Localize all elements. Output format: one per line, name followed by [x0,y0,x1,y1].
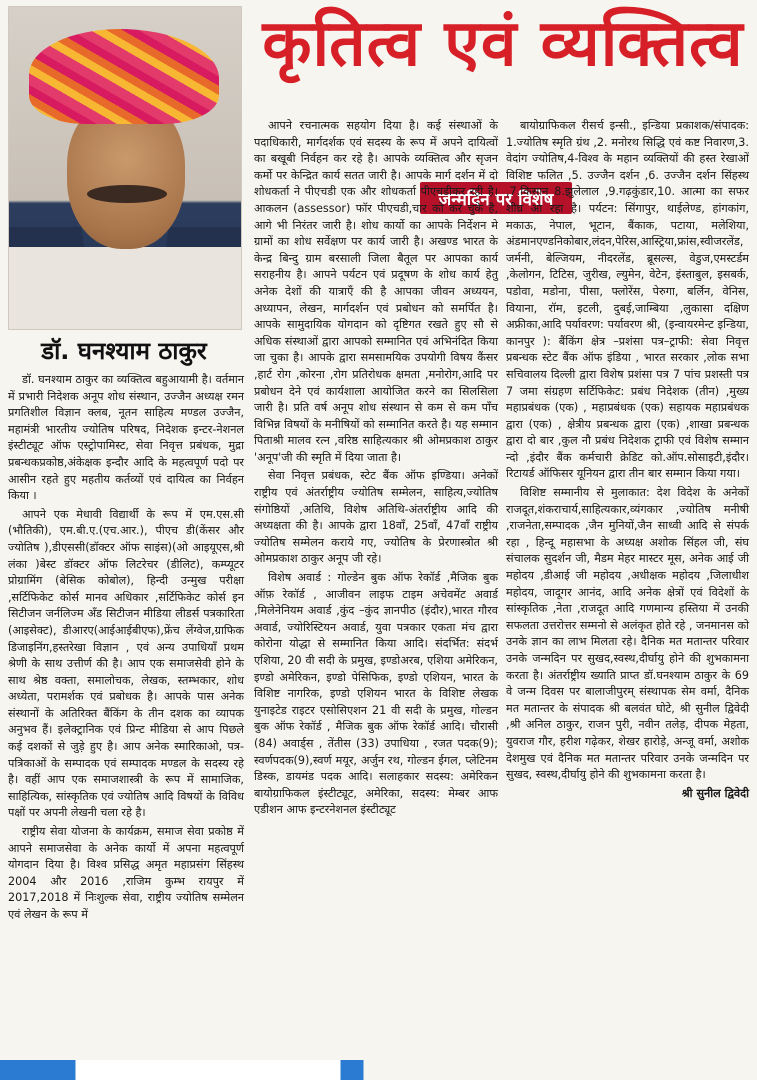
photo-caption: डॉ. घनश्याम ठाकुर [41,337,207,365]
col1-para-1: डॉ. घनश्याम ठाकुर का व्यक्तित्व बहुआयामी है। वर्तमान में प्रभारी निदेशक अनूप शोध संस्थान, उज्जैन अध्यक्ष रमन प्रगतिशील विज्ञान क्लब, नूतन साहित्य मण्डल उज्जैन, महामंत्री भारतीय ज्योतिष परिषद, निदेशक इन्टर-नेशनल इंस्टीट्यूट ऑफ एस्ट्रोपामिस्ट, सेवा निवृत्त प्रबंधक, मुद्रा प्रबन्धकप्रकोष्ठ,अंकेक्षक इन्दौर आदि के महत्वपूर्ण पदो पर आसीन रहते हुए महतीय कर्तव्यों एवं दायित्व का निर्वहन किया । [8,373,244,503]
col2-para-3: विशेष अवार्ड : गोल्डेन बुक ऑफ रेकॉर्ड ,मैजिक बुक ऑफ़ रेकॉर्ड , आजीवन लाइफ टाइम अचेवमेंट अवार्ड ,मिलेनेनियम अवार्ड ,कुंद –कुंद ज्ञानपीठ (इंदौर),भारत गौरव अवार्ड, ज्योरिस्टियन अवार्ड, युवा पत्रकार एकता मंच द्वारा कोरोना योद्धा से सम्मानित किया आदि। संदर्भित: संदर्भ एशिया, 20 वी सदी के प्रमुख, इण्डोअरब, एशिया अमेरिकन, इण्डो अमेरिकन, इण्डो पेसिफिक, इण्डो एशियन, भारत के विशिष्ट नागरिक, इण्डो एशियन भारत के विशिष्ट लेखक युनाइटेड राइटर एसोसिएशन 21 वी सदी के प्रमुख, गोल्डन बुक ऑफ रेकॉर्ड , मैजिक बुक ऑफ रेकॉर्ड आदि। चौरासी (84) अवार्ड्स , तेंतीस (33) उपाधिया , रजत पदक(9); स्वर्णपदक(9),स्वर्ण मयूर, अर्जुन रथ, गोल्डन ईगल, प्लेटिनम डिस्क, डायमंड पदक आदि। सलाहकार सदस्य: अमेरिकन बायोग्राफिकल इंस्टीट्यूट, अमेरिका, सदस्य: मेम्बर आफ एडीशन आफ इन्टरनेशनल इंस्टीट्यूट [254,571,498,817]
col2-para-1: आपने रचनात्मक सहयोग दिया है। कई संस्थाओं के पदाधिकारी, मार्गदर्शक एवं सदस्य के रूप में अपने दायित्वों का बखूबी निर्वहन कर रहे है। आपके व्यक्तित्व और सृजन कर्मो पर केन्द्रित कार्य सतत जारी है। आपके मार्ग दर्शन में दो शोधकर्ता ने पीएचडी एक और शोधकर्ता पीएचडीकर रही है। आकलन (assessor) फॉर पीएचडी,चार को कर चुके है, आगे भी निरंतर जारी है। शोध कार्यो का आपके निर्देशन मे ग्रामों का शोध सर्वेक्षण पर कार्य जारी है। अखण्ड भारत के केन्द्र बिन्दु ग्राम बरसाली जिला बैतूल पर आपका कार्य सराहनीय है। आपने पर्यटन एवं प्रदूषण के शोध कार्य हेतु अनेक देशों की यात्राएँ की है आपका जीवन अध्ययन, अध्यापन, लेखन, मार्गदर्शन एवं प्रबोधन को समर्पित है। आपके सामुदायिक योगदान को दृष्टिगत रखते हुए सौ से अधिक संस्थाओं द्वारा आपको सम्मानित एवं अभिनंदित किया जा चुका है। आपके द्वारा समसामयिक उपयोगी विषय कैंसर ,हार्ट रोग ,कोरना ,रोग प्रतिरोधक क्षमता ,मनोरोग,आदि पर प्रबोधन देने एवं कार्यशाला आयोजित करने का सिलसिला जारी है। प्रति वर्ष अनूप शोध संस्थान से कम से कम पाँच विभिन्न विषयों के मनीषियों को सम्मानित करते है। यह सम्मान पिताश्री मालव रत्न ,वरिष्ठ साहित्यकार श्री ओमप्रकाश ठाकुर 'अनूप'जी की स्मृति में दिया जाता है। [254,119,498,464]
col3-para-2: विशिष्ट सम्मानीय से मुलाकात: देश विदेश के अनेकों राजदूत,शंकराचार्य,साहित्यकार,व्यंगकार ,ज्योतिष मनीषी ,राजनेता,सम्पादक ,जैन मुनियों,जैन साध्वी आदि से संपर्क रहा , हिन्दू महासभा के अध्यक्ष अशोक सिंहल जी, संघ संचालक सुदर्शन जी, मैडम मेहर मास्टर मूस, अनेक आई जी महोदय ,डीआई जी महोदय ,अधीक्षक महोदय ,जिलाधीश महोदय, जादूगर आनंद, आदि अनेक क्षेत्रों एवं विदेशों के सांस्कृतिक ,नेता ,राजदूत आदि गणमान्य हस्तिया में उनकी सफलता उत्तरोत्तर सम्मनो से अलंकृत होते रहे , जनमानस को उनके ज्ञान का लाभ मिलता रहे। दैनिक मत मतान्तर परिवार उनके जन्मदिन पर सुखद,स्वस्थ,दीर्घायु होने की शुभकामना करता है। अंतर्राष्ट्रीय ख्याति प्राप्त डॉ.घनश्याम ठाकुर के 69 वे जन्म दिवस पर बालाजीपुरम् संस्थापक सेम वर्मा, दैनिक मत मतान्तर के संपादक श्री बलवंत घोटे, श्री सुनील द्विवेदी ,श्री अनिल ठाकुर, राजन पुरी, नवीन तलेड़, दीपक मेहता, युवराज गौर, हरीश गढ़ेकर, शेखर हारोड़े, अन्जू वर्मा, अशोक देशमुख एवं दैनिक मत मतान्तर परिवार उनके जन्मदिन पर सुखद, स्वस्थ,दीर्घायु होने की शुभकामना करता है। [506,486,749,782]
headline: कृतित्व एवं व्यक्तित्व [262,6,744,81]
signature: श्री सुनील द्विवेदी [681,786,749,800]
article-column-3 [506,118,749,802]
col1-para-3: राष्ट्रीय सेवा योजना के कार्यक्रम, समाज सेवा प्रकोष्ठ में आपने समाजसेवा के अनेक कार्यो में अपना महत्वपूर्ण योगदान दिया है। विश्व प्रसिद्ध अमृत महाप्रसंग सिंहस्थ 2004 और 2016 ,राजिम कुम्भ रायपुर में 2017,2018 में निःशुल्क सेवा, राष्ट्रीय ज्योतिष सम्मेलन एवं लेखन के रूप में [8,825,244,921]
col2-para-2: सेवा निवृत्त प्रबंधक, स्टेट बैंक ऑफ इण्डिया। अनेकों राष्ट्रीय एवं अंतर्राष्ट्रीय ज्योतिष सम्मेलन, साहित्य,ज्योतिष संगोष्ठियों ,अतिथि, विशेष अतिथि-अंतर्राष्ट्रीय आदि की अध्यक्षता की है। आपके द्वारा 18वाँ, 25वाँ, 47वाँ राष्ट्रीय ज्योतिष सम्मेलन कराये गए, ज्योतिष के प्रेरणास्त्रोत श्री ओमप्रकाश ठाकुर अनूप जी रहे। [254,469,498,566]
col3-para-1: बायोग्राफिकल रीसर्च इन्सी., इन्डिया प्रकाशक/संपादक: 1.ज्योतिष स्मृति ग्रंथ ,2. मनोरथ सिद्धि एवं कष्ट निवारण,3. वेदांग ज्योतिष,4-विश्व के महान व्यक्तियों की हस्त रेखाओं विशिष्ट फलित ,5. उज्जैन दर्शन ,6. उज्जैन दर्शन सिंहस्थ ,7.किसान 8.झुलेलाल ,9.गढ़कुंडार,10. आत्मा का सफर शीघ्र आ रहा है। पर्यटन: सिंगापुर, थाईलेण्ड, हांगकांग, मकाऊ, नेपाल, भूटान, बैंकाक, पटाया, मलेशिया, अंडमानएण्डनिकोबार,लंदन,पेरिस,आस्ट्रिया,फ्रांस,स्वीजरलेंड, जर्मनी, बेल्जियम, नीदरलेंड, ब्रूसल्स, वेडुज,एमस्टर्डम ,केलोगन, टिटिस, जुरीख, ल्युमेन, वेटेन, इंस्ताबुल, इसबर्क, पडोवा, मडोना, पीसा, फ्लोरेंस, पेरुगा, बर्लिन, वेनिस, वियाना, रॉम, इटली, दुबई,जाम्बिया ,लुकासा दक्षिण अफ्रीका,आदि पर्यावरण: पर्यावरण श्री, (इन्वायरमेन्ट इन्डिया, कानपुर ): बैंकिंग क्षेत्र –प्रशंसा पत्र–ट्राफी: सेवा निवृत्त प्रबन्धक स्टेट बैंक ऑफ इंडिया , भारत सरकार ,लोक सभा सचिवालय दिल्ली द्वारा विशेष प्रशंसा पत्र 7 पांच प्रशस्ती पत्र 7 जमा संग्रहण सर्टिफिकेट: प्रबंध निदेशक (तीन) ,मुख्य महाप्रबंधक (एक) , महाप्रबंधक (एक) सहायक महाप्रबंधक द्वारा (एक) , क्षेत्रीय प्रबन्धक द्वारा (एक) ,शाखा प्रबन्धक द्वारा दो बार ,कुल नौ प्रबंध निदेशक ट्राफी एवं विशेष सम्मान न्दो ,इंदौर बैंक कर्मचारी क्रेडिट को.ऑप.सोसाइटी,इंदौर। रिटायर्ड ऑफिसर यूनियन द्वारा तीन बार सम्मान किया गया। [506,119,749,481]
moustache [87,185,167,203]
shirt [9,247,241,329]
col1-para-2: आपने एक मेधावी विद्यार्थी के रूप में एम.एस.सी (भौतिकी), एम.बी.ए.(एच.आर.), पीएच डी(केंसर और ज्योतिष ),डीएससी(डॉक्टर ऑफ साइंस)(ओ आइयूएस,श्री लंका )बेस्ट डॉक्टर ऑफ लिटरेचर (डीलिट), कम्प्यूटर प्रोग्रामिंग (बेसिक कोबोल), हिन्दी उन्मुख परीक्षा ,सर्टिफिकेट कोर्स मानव अधिकार ,सर्टिफिकेट कोर्स इन सिटीजन जर्नलिज्म अँड सिटीजन मीडिया लीडर्स पत्रकारिता (आइसेक्ट), डीआरए(आईआईबीएफ),फ्रेंच लेंग्वेज,ग्राफिक डिजाइनिंग,हस्तरेखा विज्ञान , एवं अन्य उपाधियाँ प्रथम श्रेणी के साथ उत्तीर्ण की है। आप एक समाजसेवी होने के साथ श्रेष्ठ वक्ता, समालोचक, लेखक, स्तम्भकार, शोध अध्येता, परामर्शक एवं प्रबोधक है। आपके पास अनेक संस्थानों के अतिरिक्त बैंकिंग के तीन दशक का व्यापक अनुभव हैं। इलेक्ट्रानिक एवं प्रिन्ट मीडिया से आप पिछले कई दशकों से जुड़े हुए है। आप अनेक स्मारिकाओ, पत्र-पत्रिकाओं के सम्पादक एवं सम्पादक मण्डल के सदस्य रहे है। वहीं आप एक समाजशास्त्री के रूप में सामाजिक, साहित्यिक, सांस्कृतिक एवं ज्योतिष आदि विषयों के विविध पक्षों पर अपनी लेखनी चला रहे है। [8,507,244,820]
portrait-photo [8,6,242,330]
article-column-1 [8,372,244,926]
footer-strip [0,1060,757,1080]
turban [29,29,219,124]
article-column-2 [254,118,498,821]
birthday-special-badge: जन्मदिन पर विशेष [420,182,572,214]
